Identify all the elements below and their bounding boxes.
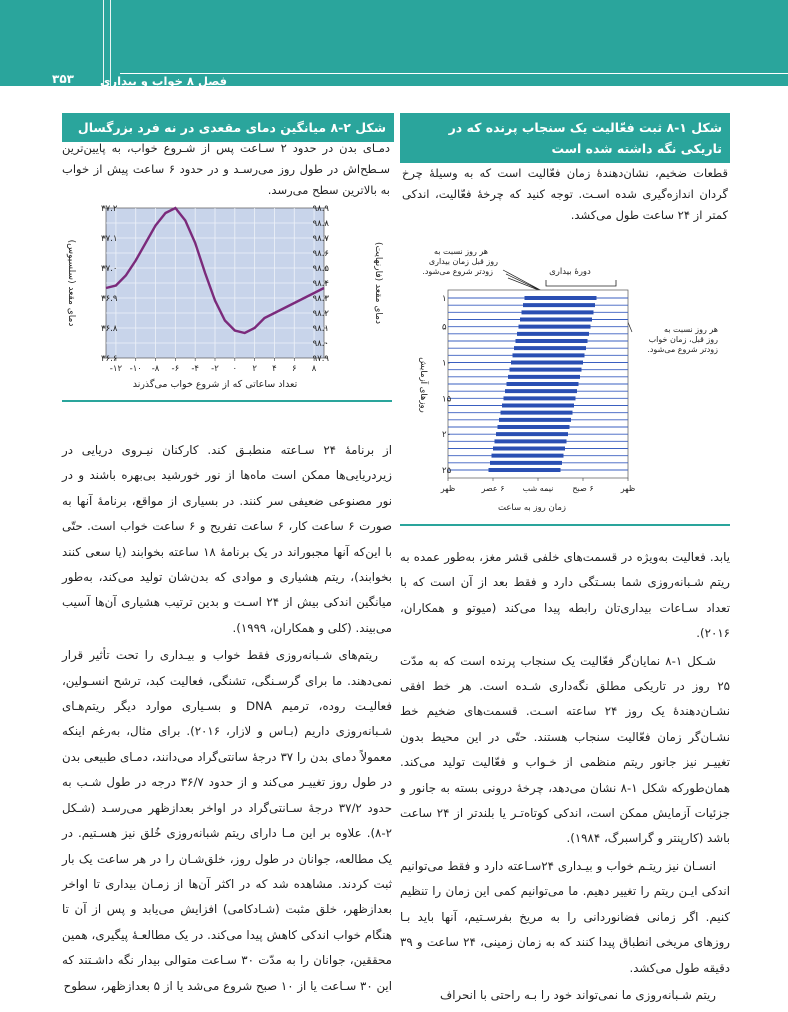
y-right-tick-label: ۹۸.۸	[312, 219, 329, 229]
x-axis-label: تعداد ساعاتی که از شروع خواب می‌گذرند	[132, 379, 298, 390]
paragraph: ریتم شـبانه‌روزی ما نمی‌تواند خود را بـه راحتی با انحراف	[440, 987, 716, 1002]
figure-1-rule	[400, 524, 730, 526]
actogram-x-label: زمان روز به ساعت	[498, 503, 566, 513]
x-tick-label: ۱۲-	[109, 364, 123, 374]
day-tick-label: ۲۵	[442, 466, 452, 476]
day-tick-label: ۲۰	[442, 430, 452, 441]
annotation-wake-period: دورهٔ بیداری	[549, 267, 591, 277]
x-tick-label: ۴-	[191, 364, 200, 374]
figure-1-title: شکل ۱-۸ ثبت فعّالیت یک سنجاب پرنده که در تاریکی نگه داشته شده است	[400, 113, 730, 163]
y-right-tick-label: ۹۸.۵	[312, 264, 329, 274]
body-column-left	[62, 438, 392, 1001]
paragraph: از برنامهٔ ۲۴ سـاعته منطبـق کند. کارکنان نیـروی دریایی در زیردریایی‌ها ممکن است ماه‌ها از نور خورشید بی‌بهره باشند و در نور مصنوعی ضعیفی سر کنند. در بسیاری از مواقع، برنامهٔ آنها به صورت ۶ ساعت کار، ۶ ساعت تفریح و ۶ ساعت خواب است. حتّی با این‌که آنها مجبوراند در یک برنامهٔ ۱۸ ساعته بخوابند (یا سعی کنند بخوابند)، ریتم هشیاری و موادی که بدن‌شان تولید می‌کند، به‌طور میانگین اندکی بیش از ۲۴ اسـت و بدین ترتیب هشیاری آن‌ها آسیب می‌بیند. (کلی و همکاران، ۱۹۹۹).	[62, 443, 393, 635]
annotation-sleep-earlier: هر روز نسبت به روز قبل، زمان خواب زودتر شروع می‌شود.	[647, 325, 718, 354]
y-right-tick-label: ۹۸.۹	[312, 204, 329, 214]
y-left-tick-label: ۳۷.۲	[101, 204, 118, 214]
temperature-chart	[62, 200, 392, 395]
y-left-axis-label: دمای مقعد (سلسیوس)	[66, 239, 76, 327]
y-right-tick-label: ۹۸.۰	[312, 339, 329, 349]
y-right-tick-labels	[313, 204, 330, 364]
paragraph: ریتم‌های شـبانه‌روزی فقط خواب و بیـداری را تحت تأثیر قرار نمی‌دهند. ما برای گرسـنگی، تشنگی، فعالیت کبد، ترشح انسـولین، فعالیـت روده، ترمیم DNA و بسـیاری موارد دیگر ریتم‌هـای شـبانه‌روزی داریم (بـاس و لازار، ۲۰۱۶). برای مثال، به‌رغم اینکه معمولاً دمای بدن را ۳۷ درجهٔ سانتی‌گراد می‌دانند، دمـای طبیعی بدن در طول روز تغییـر می‌کند و از حدود ۳۶/۷ درجه در طول شـب به حدود ۳۷/۲ درجهٔ سـانتی‌گراد در اواخر بعدازظهر می‌رسـد (شـکل ۲-۸). علاوه بر این مـا دارای ریتم شبانه‌روزی خُلق نیز هسـتیم. در یک مطالعه، جوانان در طول روز، خلق‌شـان را در هر ساعت یک بار ثبت کردند. مشاهده شد که در اکثر آن‌ها از زمـان بیداری تا اواخر بعدازظهر، خلق مثبت (شـادکامی) افزایش می‌یابد و پس از آن تا هنگام خواب اندکی کاهش پیدا می‌کند. در یک مطالعـهٔ پیگیری، همین محققین، جوانان را به مدّت ۳۰ سـاعت متوالی بیدار نگه داشـتند که این ۳۰ سـاعت یا از ۱۰ صبح شروع می‌شد یا از ۵ بعدازظهر، سطوح	[62, 648, 393, 993]
y-right-tick-label: ۹۸.۱	[312, 324, 329, 334]
y-right-axis-label: دمای مقعد (فارنهایت)	[373, 242, 383, 324]
y-right-tick-label: ۹۸.۳	[312, 294, 329, 304]
chapter-title: فصل ۸ خواب و بیداری	[100, 74, 228, 88]
y-right-tick-label: ۹۸.۴	[312, 279, 329, 289]
y-left-tick-label: ۳۶.۶	[101, 354, 118, 364]
x-tick-label: ۴	[272, 364, 277, 374]
actogram-y-label: روزهای آزمایش	[418, 357, 428, 413]
y-left-tick-label: ۳۶.۸	[101, 324, 118, 334]
x-tick-label: ۲	[252, 364, 257, 374]
x-tick-label: ۰	[232, 364, 238, 374]
paragraph: انسـان نیز ریتـم خواب و بیـداری ۲۴سـاعته دارد و فقط می‌توانیم اندکی ایـن ریتم را تغییر دهیم. ما می‌توانیم کمی این زمان را تنظیم کنیم. اگر زمانی فضانوردانی را به مریخ بفرسـتیم، آنها باید بـا روزهای مریخی انطباق پیدا کنند که به زمان زمینی، ۲۴ ساعت و ۳۹ دقیقه طول می‌کشد.	[400, 858, 730, 975]
x-tick-label: ۸	[311, 364, 317, 374]
x-tick-label: ۶-	[171, 364, 180, 374]
paragraph: شـکل ۱-۸ نمایان‌گر فعّالیت یک سنجاب پرنده است که به مدّت ۲۵ روز در تاریکی مطلق نگه‌داری شـده است. هر خط افقی نشـان‌دهندهٔ یک روز ۲۴ ساعته اسـت. قسمت‌های ضخیم خط نشـان‌گر زمان فعّالیت سنجاب هستند. حتّی در این محیط بدون تغییـر نیز جانور ریتم منظمی از خـواب و فعّالیت تولید می‌کند. همان‌طورکه شکل ۱-۸ نشان می‌دهد، چرخهٔ درونی بسته به جانور و جزئیات آزمایش ممکن است، اندکی کوتاه‌تـر یا بلندتر از ۲۴ ساعت باشد (کارپنتر و گراسبرگ، ۱۹۸۴).	[400, 653, 731, 846]
y-right-tick-label: ۹۸.۶	[312, 249, 329, 259]
day-tick-label: ۱۰	[442, 358, 452, 369]
x-tick-label: ۶	[291, 364, 297, 374]
x-tick-label: ۲-	[211, 364, 219, 374]
day-tick-label: ۱	[442, 294, 447, 304]
y-left-tick-label: ۳۷.۰	[101, 264, 118, 274]
figure-2-title: شکل ۲-۸ میانگین دمای مقعدی در نه فرد بزرگسال	[62, 113, 394, 142]
y-right-tick-label: ۹۸.۲	[312, 309, 329, 319]
y-left-tick-label: ۳۷.۱	[101, 234, 118, 244]
x-tick-label: ۱۰-	[129, 364, 142, 374]
hour-tick-label: ۶ صبح	[572, 484, 594, 493]
hour-tick-label: ظهر	[620, 484, 636, 493]
figure-1-caption: قطعات ضخیم، نشان‌دهندهٔ زمان فعّالیت است که به وسیلهٔ چرخ گردان اندازه‌گیری شده اسـت. توجه کنید که چرخهٔ فعّالیت، اندکی کمتر از ۲۴ ساعت طول می‌کشد.	[402, 166, 728, 222]
paragraph: یابد. فعالیت به‌ویژه در قسمت‌های خلفی قشر مغز، به‌طور عمده به ریتم شـبانه‌روزی شما بسـتگی دارد و فقط بعد از آن است که با تعداد سـاعات بیداری‌تان رابطه پیدا می‌کند (میوتو و همکاران، ۲۰۱۶).	[400, 550, 730, 641]
body-column-right	[400, 545, 730, 1010]
actogram-chart	[400, 240, 730, 520]
hour-tick-label: ظهر	[440, 484, 456, 493]
figure-2-caption: دمـای بدن در حدود ۲ سـاعت پس از شـروع خواب، به پایین‌ترین سـطح‌اش در طول روز می‌رسـد و در حدود ۶ ساعت پیش از خواب به بالاترین سطح می‌رسد.	[62, 141, 390, 197]
y-left-tick-label: ۳۶.۹	[101, 294, 118, 304]
annotation-wake-earlier: هر روز نسبت به روز قبل زمان بیداری زودتر شروع می‌شود.	[422, 247, 498, 276]
y-right-tick-label: ۹۷.۹	[312, 354, 329, 364]
day-tick-label: ۱۵	[442, 394, 452, 405]
figure-2-rule	[62, 400, 392, 402]
y-right-tick-label: ۹۸.۷	[312, 234, 329, 244]
hour-tick-label: ۶ عصر	[481, 484, 505, 493]
actogram-x-ticks	[440, 478, 635, 493]
x-tick-label: ۸-	[151, 364, 160, 374]
day-tick-label: ۵	[442, 322, 447, 333]
hour-tick-label: نیمه شب	[522, 484, 554, 493]
page-number: ۳۵۳	[52, 72, 74, 86]
x-tick-labels	[110, 358, 317, 374]
